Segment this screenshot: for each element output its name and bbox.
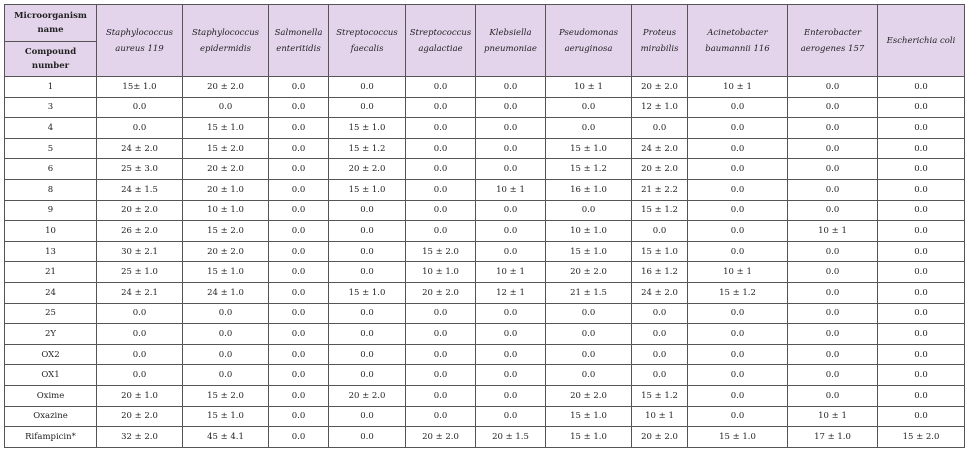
- organism-header: [788, 5, 878, 77]
- zone-value-cell: 0.0: [406, 324, 476, 345]
- zone-value-cell: 15 ± 1.0: [329, 282, 406, 303]
- zone-value-cell: 0.0: [788, 282, 878, 303]
- zone-value-cell: 0.0: [788, 200, 878, 221]
- zone-value-cell: 0.0: [688, 406, 788, 427]
- zone-value-cell: 15 ± 1.0: [688, 427, 788, 448]
- zone-value-cell: 20 ± 2.0: [97, 200, 183, 221]
- zone-value-cell: 0.0: [788, 118, 878, 139]
- organism-header: [688, 5, 788, 77]
- compound-number-cell: 2Y: [5, 324, 97, 345]
- compound-number-cell: Rifampicin*: [5, 427, 97, 448]
- zone-value-cell: 0.0: [329, 77, 406, 98]
- zone-value-cell: 0.0: [788, 324, 878, 345]
- zone-value-cell: 10 ± 1.0: [406, 262, 476, 283]
- organism-name: Streptococcus faecalis: [336, 27, 398, 54]
- zone-value-cell: 0.0: [878, 138, 965, 159]
- zone-value-cell: 10 ± 1: [688, 262, 788, 283]
- zone-value-cell: 0.0: [788, 385, 878, 406]
- zone-value-cell: 15 ± 1.0: [546, 427, 632, 448]
- organism-header: [476, 5, 546, 77]
- table-row: [5, 324, 965, 345]
- zone-value-cell: 10 ± 1: [476, 179, 546, 200]
- zone-value-cell: 0.0: [476, 324, 546, 345]
- zone-value-cell: 0.0: [688, 241, 788, 262]
- zone-value-cell: 0.0: [97, 324, 183, 345]
- zone-value-cell: 45 ± 4.1: [183, 427, 269, 448]
- zone-value-cell: 0.0: [878, 282, 965, 303]
- zone-value-cell: 15± 1.0: [97, 77, 183, 98]
- zone-value-cell: 25 ± 1.0: [97, 262, 183, 283]
- zone-value-cell: 15 ± 2.0: [878, 427, 965, 448]
- zone-value-cell: 25 ± 3.0: [97, 159, 183, 180]
- zone-value-cell: 0.0: [688, 97, 788, 118]
- zone-value-cell: 24 ± 2.0: [632, 282, 688, 303]
- zone-value-cell: 0.0: [632, 303, 688, 324]
- zone-value-cell: 15 ± 1.2: [632, 200, 688, 221]
- zone-value-cell: 0.0: [688, 324, 788, 345]
- zone-value-cell: 0.0: [476, 118, 546, 139]
- zone-value-cell: 10 ± 1.0: [546, 221, 632, 242]
- zone-value-cell: 24 ± 2.0: [97, 138, 183, 159]
- zone-value-cell: 26 ± 2.0: [97, 221, 183, 242]
- zone-value-cell: 0.0: [476, 303, 546, 324]
- organism-name: Staphylococcus aureus 119: [105, 27, 174, 54]
- zone-value-cell: 0.0: [878, 241, 965, 262]
- zone-value-cell: 12 ± 1.0: [632, 97, 688, 118]
- table-row: [5, 138, 965, 159]
- zone-value-cell: 0.0: [878, 159, 965, 180]
- zone-value-cell: 0.0: [269, 385, 329, 406]
- zone-value-cell: 0.0: [878, 262, 965, 283]
- zone-value-cell: 20 ± 2.0: [546, 262, 632, 283]
- compound-number-cell: 25: [5, 303, 97, 324]
- organism-name: Proteus mirabilis: [640, 27, 679, 54]
- zone-value-cell: 0.0: [183, 344, 269, 365]
- zone-value-cell: 15 ± 1.0: [546, 138, 632, 159]
- table-row: [5, 303, 965, 324]
- zone-value-cell: 21 ± 2.2: [632, 179, 688, 200]
- zone-value-cell: 0.0: [878, 77, 965, 98]
- zone-value-cell: 0.0: [269, 77, 329, 98]
- zone-value-cell: 0.0: [878, 97, 965, 118]
- zone-value-cell: 0.0: [878, 406, 965, 427]
- zone-value-cell: 16 ± 1.2: [632, 262, 688, 283]
- table-row: [5, 344, 965, 365]
- corner-header-cell: [5, 5, 97, 77]
- zone-value-cell: 0.0: [329, 262, 406, 283]
- zone-value-cell: 0.0: [632, 344, 688, 365]
- zone-value-cell: 0.0: [878, 385, 965, 406]
- zone-value-cell: 0.0: [878, 324, 965, 345]
- compound-number-cell: 13: [5, 241, 97, 262]
- organism-header: [546, 5, 632, 77]
- zone-value-cell: 0.0: [788, 262, 878, 283]
- zone-value-cell: 0.0: [329, 303, 406, 324]
- zone-value-cell: 0.0: [269, 282, 329, 303]
- zone-value-cell: 0.0: [329, 427, 406, 448]
- zone-value-cell: 20 ± 2.0: [632, 427, 688, 448]
- table-row: [5, 77, 965, 98]
- zone-value-cell: 0.0: [329, 344, 406, 365]
- zone-value-cell: 20 ± 1.0: [183, 179, 269, 200]
- zone-value-cell: 0.0: [269, 221, 329, 242]
- zone-value-cell: 0.0: [476, 200, 546, 221]
- zone-value-cell: 24 ± 2.1: [97, 282, 183, 303]
- zone-value-cell: 0.0: [269, 262, 329, 283]
- zone-value-cell: 0.0: [269, 365, 329, 386]
- compound-number-cell: 9: [5, 200, 97, 221]
- zone-value-cell: 0.0: [97, 344, 183, 365]
- zone-value-cell: 0.0: [546, 200, 632, 221]
- zone-value-cell: 17 ± 1.0: [788, 427, 878, 448]
- table-body: [5, 77, 965, 448]
- zone-value-cell: 0.0: [688, 303, 788, 324]
- zone-value-cell: 10 ± 1: [476, 262, 546, 283]
- zone-value-cell: 24 ± 1.5: [97, 179, 183, 200]
- zone-value-cell: 15 ± 1.0: [329, 118, 406, 139]
- organism-header: [406, 5, 476, 77]
- zone-value-cell: 0.0: [476, 97, 546, 118]
- table-row: [5, 241, 965, 262]
- zone-value-cell: 15 ± 1.0: [546, 406, 632, 427]
- zone-value-cell: 0.0: [269, 427, 329, 448]
- compound-number-cell: 10: [5, 221, 97, 242]
- organism-header: [97, 5, 183, 77]
- antimicrobial-activity-table: [4, 4, 965, 448]
- compound-number-cell: Oxime: [5, 385, 97, 406]
- zone-value-cell: 0.0: [788, 179, 878, 200]
- table-row: [5, 221, 965, 242]
- zone-value-cell: 0.0: [688, 221, 788, 242]
- zone-value-cell: 15 ± 2.0: [183, 221, 269, 242]
- zone-value-cell: 0.0: [546, 303, 632, 324]
- zone-value-cell: 0.0: [878, 179, 965, 200]
- zone-value-cell: 15 ± 2.0: [406, 241, 476, 262]
- zone-value-cell: 0.0: [406, 221, 476, 242]
- zone-value-cell: 0.0: [788, 303, 878, 324]
- zone-value-cell: 20 ± 2.0: [546, 385, 632, 406]
- zone-value-cell: 15 ± 2.0: [183, 138, 269, 159]
- table-row: [5, 200, 965, 221]
- zone-value-cell: 0.0: [269, 159, 329, 180]
- zone-value-cell: 0.0: [546, 324, 632, 345]
- header-row: [5, 5, 965, 77]
- zone-value-cell: 0.0: [97, 118, 183, 139]
- zone-value-cell: 0.0: [406, 138, 476, 159]
- zone-value-cell: 0.0: [269, 344, 329, 365]
- organism-name: Klebsiella pneumoniae: [484, 27, 537, 54]
- table-row: [5, 159, 965, 180]
- zone-value-cell: 15 ± 1.0: [546, 241, 632, 262]
- zone-value-cell: 0.0: [476, 365, 546, 386]
- compound-number-cell: 1: [5, 77, 97, 98]
- zone-value-cell: 10 ± 1: [546, 77, 632, 98]
- zone-value-cell: 20 ± 1.5: [476, 427, 546, 448]
- zone-value-cell: 24 ± 1.0: [183, 282, 269, 303]
- zone-value-cell: 0.0: [546, 118, 632, 139]
- zone-value-cell: 0.0: [788, 159, 878, 180]
- zone-value-cell: 20 ± 2.0: [97, 406, 183, 427]
- zone-value-cell: 0.0: [269, 179, 329, 200]
- zone-value-cell: 20 ± 2.0: [632, 159, 688, 180]
- table-row: [5, 262, 965, 283]
- microorganism-name-label: Microorganism name: [14, 10, 87, 35]
- table-row: [5, 97, 965, 118]
- zone-value-cell: 0.0: [406, 303, 476, 324]
- zone-value-cell: 0.0: [476, 406, 546, 427]
- zone-value-cell: 0.0: [476, 138, 546, 159]
- zone-value-cell: 32 ± 2.0: [97, 427, 183, 448]
- zone-value-cell: 30 ± 2.1: [97, 241, 183, 262]
- zone-value-cell: 15 ± 1.2: [688, 282, 788, 303]
- zone-value-cell: 15 ± 1.2: [329, 138, 406, 159]
- antimicrobial-table-container: [4, 4, 965, 448]
- organism-header: [878, 5, 965, 77]
- zone-value-cell: 0.0: [878, 303, 965, 324]
- zone-value-cell: 0.0: [632, 324, 688, 345]
- zone-value-cell: 10 ± 1: [632, 406, 688, 427]
- zone-value-cell: 0.0: [878, 365, 965, 386]
- zone-value-cell: 0.0: [269, 303, 329, 324]
- zone-value-cell: 0.0: [97, 365, 183, 386]
- zone-value-cell: 0.0: [788, 97, 878, 118]
- zone-value-cell: 15 ± 1.0: [183, 406, 269, 427]
- zone-value-cell: 0.0: [476, 159, 546, 180]
- zone-value-cell: 0.0: [788, 344, 878, 365]
- compound-number-cell: OX1: [5, 365, 97, 386]
- zone-value-cell: 15 ± 2.0: [183, 385, 269, 406]
- zone-value-cell: 0.0: [878, 344, 965, 365]
- organism-name: Salmonella enteritidis: [274, 27, 323, 54]
- zone-value-cell: 0.0: [269, 97, 329, 118]
- compound-number-label: Compound number: [5, 41, 96, 76]
- zone-value-cell: 10 ± 1.0: [183, 200, 269, 221]
- zone-value-cell: 0.0: [97, 97, 183, 118]
- compound-number-cell: 4: [5, 118, 97, 139]
- zone-value-cell: 0.0: [688, 344, 788, 365]
- compound-number-cell: 3: [5, 97, 97, 118]
- zone-value-cell: 0.0: [632, 365, 688, 386]
- zone-value-cell: 0.0: [329, 406, 406, 427]
- zone-value-cell: 0.0: [406, 200, 476, 221]
- zone-value-cell: 0.0: [406, 118, 476, 139]
- zone-value-cell: 0.0: [269, 200, 329, 221]
- zone-value-cell: 20 ± 2.0: [406, 427, 476, 448]
- table-row: [5, 406, 965, 427]
- zone-value-cell: 0.0: [476, 241, 546, 262]
- zone-value-cell: 0.0: [476, 77, 546, 98]
- zone-value-cell: 0.0: [688, 118, 788, 139]
- zone-value-cell: 0.0: [788, 138, 878, 159]
- zone-value-cell: 10 ± 1: [788, 406, 878, 427]
- zone-value-cell: 0.0: [632, 118, 688, 139]
- zone-value-cell: 0.0: [329, 324, 406, 345]
- zone-value-cell: 0.0: [329, 221, 406, 242]
- organism-header: [269, 5, 329, 77]
- zone-value-cell: 0.0: [406, 159, 476, 180]
- organism-header: [632, 5, 688, 77]
- zone-value-cell: 0.0: [788, 241, 878, 262]
- organism-header: [183, 5, 269, 77]
- zone-value-cell: 0.0: [329, 200, 406, 221]
- zone-value-cell: 0.0: [329, 365, 406, 386]
- zone-value-cell: 20 ± 2.0: [329, 159, 406, 180]
- compound-number-cell: 6: [5, 159, 97, 180]
- zone-value-cell: 0.0: [788, 365, 878, 386]
- zone-value-cell: 0.0: [688, 179, 788, 200]
- zone-value-cell: 20 ± 2.0: [632, 77, 688, 98]
- zone-value-cell: 0.0: [546, 344, 632, 365]
- zone-value-cell: 0.0: [329, 241, 406, 262]
- zone-value-cell: 10 ± 1: [788, 221, 878, 242]
- zone-value-cell: 15 ± 1.0: [183, 262, 269, 283]
- compound-number-cell: 24: [5, 282, 97, 303]
- zone-value-cell: 0.0: [476, 385, 546, 406]
- zone-value-cell: 20 ± 2.0: [183, 241, 269, 262]
- zone-value-cell: 0.0: [688, 385, 788, 406]
- table-row: [5, 282, 965, 303]
- organism-name: Pseudomonas aeruginosa: [559, 27, 618, 54]
- zone-value-cell: 0.0: [406, 365, 476, 386]
- zone-value-cell: 15 ± 1.0: [183, 118, 269, 139]
- zone-value-cell: 0.0: [878, 221, 965, 242]
- zone-value-cell: 0.0: [269, 118, 329, 139]
- zone-value-cell: 0.0: [476, 221, 546, 242]
- zone-value-cell: 0.0: [688, 365, 788, 386]
- zone-value-cell: 20 ± 2.0: [183, 77, 269, 98]
- zone-value-cell: 15 ± 1.0: [329, 179, 406, 200]
- zone-value-cell: 0.0: [878, 200, 965, 221]
- compound-number-cell: OX2: [5, 344, 97, 365]
- zone-value-cell: 24 ± 2.0: [632, 138, 688, 159]
- table-row: [5, 179, 965, 200]
- zone-value-cell: 0.0: [183, 303, 269, 324]
- zone-value-cell: 0.0: [269, 406, 329, 427]
- zone-value-cell: 0.0: [97, 303, 183, 324]
- compound-number-cell: 21: [5, 262, 97, 283]
- zone-value-cell: 0.0: [183, 97, 269, 118]
- zone-value-cell: 16 ± 1.0: [546, 179, 632, 200]
- organism-name: Acinetobacter baumannii 116: [705, 27, 770, 54]
- zone-value-cell: 0.0: [788, 77, 878, 98]
- zone-value-cell: 20 ± 2.0: [329, 385, 406, 406]
- table-row: [5, 118, 965, 139]
- zone-value-cell: 0.0: [406, 385, 476, 406]
- zone-value-cell: 15 ± 1.2: [546, 159, 632, 180]
- zone-value-cell: 0.0: [406, 406, 476, 427]
- zone-value-cell: 0.0: [269, 324, 329, 345]
- organism-name: Staphylococcus epidermidis: [191, 27, 260, 54]
- zone-value-cell: 0.0: [546, 365, 632, 386]
- zone-value-cell: 0.0: [476, 344, 546, 365]
- organism-name: Escherichia coli: [886, 35, 956, 46]
- zone-value-cell: 21 ± 1.5: [546, 282, 632, 303]
- compound-number-cell: 8: [5, 179, 97, 200]
- zone-value-cell: 12 ± 1: [476, 282, 546, 303]
- zone-value-cell: 0.0: [688, 159, 788, 180]
- zone-value-cell: 0.0: [406, 344, 476, 365]
- zone-value-cell: 20 ± 2.0: [183, 159, 269, 180]
- zone-value-cell: 0.0: [688, 138, 788, 159]
- table-row: [5, 365, 965, 386]
- compound-number-cell: 5: [5, 138, 97, 159]
- zone-value-cell: 0.0: [183, 365, 269, 386]
- table-row: [5, 427, 965, 448]
- zone-value-cell: 20 ± 1.0: [97, 385, 183, 406]
- zone-value-cell: 0.0: [632, 221, 688, 242]
- zone-value-cell: 0.0: [269, 138, 329, 159]
- zone-value-cell: 10 ± 1: [688, 77, 788, 98]
- organism-name: Streptococcus agalactiae: [409, 27, 472, 54]
- zone-value-cell: 0.0: [406, 179, 476, 200]
- zone-value-cell: 15 ± 1.2: [632, 385, 688, 406]
- zone-value-cell: 0.0: [406, 77, 476, 98]
- zone-value-cell: 0.0: [329, 97, 406, 118]
- organism-name: Enterobacter aerogenes 157: [800, 27, 865, 54]
- zone-value-cell: 0.0: [878, 118, 965, 139]
- zone-value-cell: 15 ± 1.0: [632, 241, 688, 262]
- table-row: [5, 385, 965, 406]
- compound-number-cell: Oxazine: [5, 406, 97, 427]
- zone-value-cell: 0.0: [269, 241, 329, 262]
- zone-value-cell: 0.0: [406, 97, 476, 118]
- zone-value-cell: 20 ± 2.0: [406, 282, 476, 303]
- organism-header: [329, 5, 406, 77]
- zone-value-cell: 0.0: [546, 97, 632, 118]
- zone-value-cell: 0.0: [183, 324, 269, 345]
- zone-value-cell: 0.0: [688, 200, 788, 221]
